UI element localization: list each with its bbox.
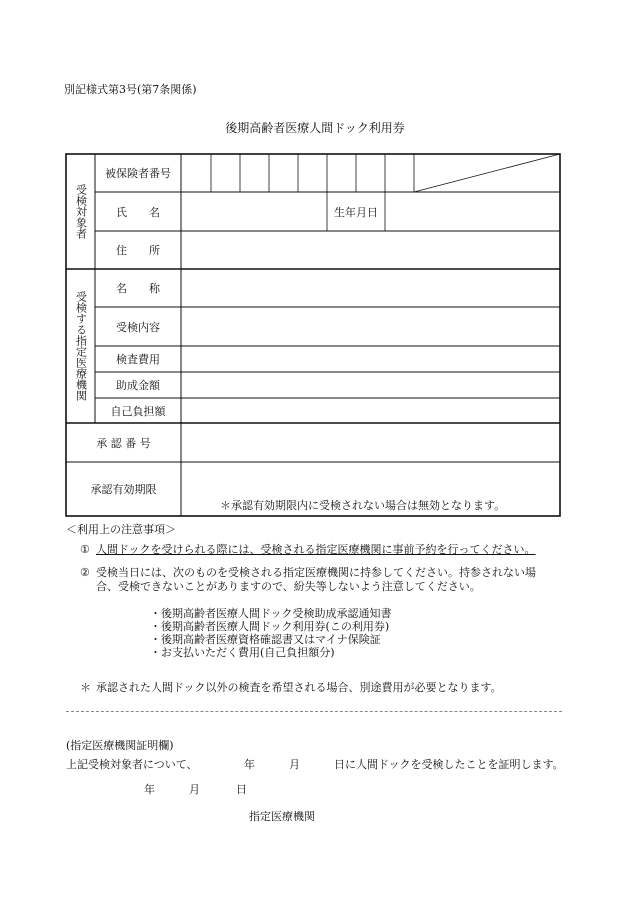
list-item: ・後期高齢者医療人間ドック利用券(この利用券) xyxy=(150,620,390,633)
note-2-mark: ② xyxy=(80,566,90,579)
approval-number-label: 承 認 番 号 xyxy=(96,436,151,450)
insured-number-label: 被保険者番号 xyxy=(105,167,171,180)
institution-name-label: 名 称 xyxy=(116,282,160,295)
note-3-mark: ＊ xyxy=(80,681,91,694)
form-number-label: 別記様式第3号(第7条関係) xyxy=(64,83,197,96)
notes-heading: ＜利用上の注意事項＞ xyxy=(66,523,176,536)
certificate-year-unit: 年 xyxy=(244,758,255,771)
cut-line-divider xyxy=(66,711,562,712)
document-title: 後期高齢者医療人間ドック利用券 xyxy=(225,121,405,135)
note-2-line2: 合、受検できないことがありますので、紛失等しないよう注意してください。 xyxy=(96,580,481,593)
certificate-day-suffix: 日に人間ドックを受検したことを証明します。 xyxy=(334,758,564,771)
date-day-unit: 日 xyxy=(236,783,247,796)
note-1-text: 人間ドックを受けられる際には、受検される指定医療機関に事前予約を行ってください。 xyxy=(96,543,536,556)
self-pay-label: 自己負担額 xyxy=(110,404,166,418)
examinee-group-label: 受検対象者 xyxy=(74,184,88,239)
list-item: ・後期高齢者医療資格確認書又はマイナ保険証 xyxy=(150,633,381,646)
date-year-unit: 年 xyxy=(144,783,155,796)
certificate-heading: (指定医療機関証明欄) xyxy=(66,739,174,752)
list-item: ・後期高齢者医療人間ドック受検助成承認通知書 xyxy=(150,607,392,620)
name-label: 氏 名 xyxy=(116,205,160,219)
approval-period-label: 承認有効期限 xyxy=(90,483,157,496)
note-2-line1: 受検当日には、次のものを受検される指定医療機関に持参してください。持参されない場 xyxy=(96,566,536,579)
date-month-unit: 月 xyxy=(189,783,200,796)
exam-content-label: 受検内容 xyxy=(116,320,160,334)
certificate-line-prefix: 上記受検対象者について、 xyxy=(66,758,198,771)
certificate-month-unit: 月 xyxy=(289,758,300,771)
birthdate-label: 生年月日 xyxy=(334,205,378,219)
exam-fee-label: 検査費用 xyxy=(116,353,160,366)
designated-institution-label: 指定医療機関 xyxy=(249,810,315,823)
institution-group-label: 受検する指定医療機関 xyxy=(74,291,88,401)
address-label: 住 所 xyxy=(116,244,160,257)
approval-period-note: ＊承認有効期限内に受検されない場合は無効となります。 xyxy=(220,499,506,512)
list-item: ・お支払いただく費用(自己負担額分) xyxy=(150,646,335,659)
note-3-text: 承認された人間ドック以外の検査を希望される場合、別途費用が必要となります。 xyxy=(96,681,502,694)
subsidy-label: 助成金額 xyxy=(116,379,160,392)
note-1-mark: ① xyxy=(80,543,90,556)
